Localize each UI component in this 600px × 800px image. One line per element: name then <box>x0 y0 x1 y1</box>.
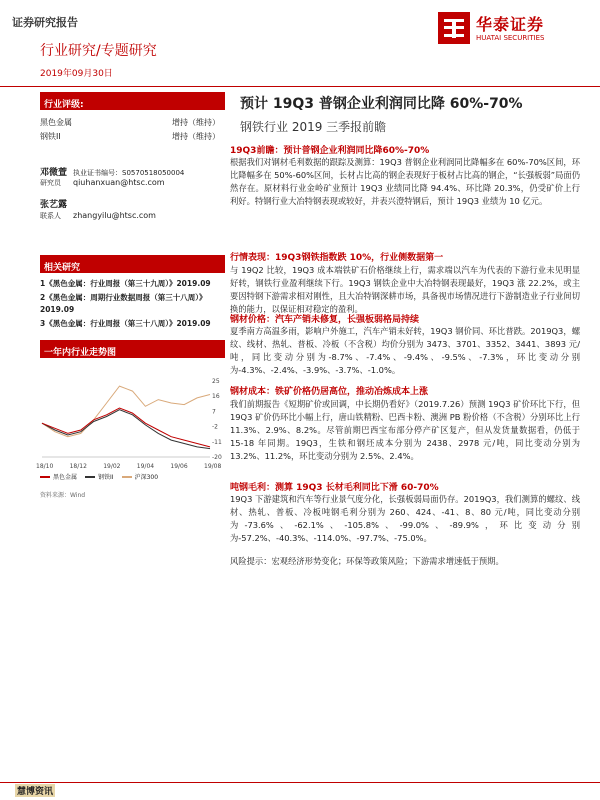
series-line-0 <box>42 408 210 447</box>
x-tick-label: 19/08 <box>204 463 222 470</box>
logo-name: 华泰证券 <box>476 15 545 34</box>
legend-swatch <box>122 476 132 478</box>
rating-sector: 黑色金属 <box>40 118 72 127</box>
series-line-2 <box>42 386 210 437</box>
report-type-label: 证券研究报告 <box>12 16 78 29</box>
y-tick-label: -11 <box>212 438 222 446</box>
rating-row <box>40 131 220 142</box>
analyst-role: 联系人 <box>40 212 61 220</box>
legend-swatch <box>85 476 95 478</box>
analyst-email[interactable]: qiuhanxuan@htsc.com <box>73 178 165 187</box>
y-tick-label: 7 <box>212 408 216 416</box>
legend-label: 黑色金属 <box>53 474 78 481</box>
analyst-name: 张艺露 <box>40 200 68 210</box>
analyst-email[interactable]: zhangyilu@htsc.com <box>73 211 156 220</box>
rating-sector: 钢铁II <box>40 132 61 141</box>
related-item[interactable]: 1《黑色金属：行业周报（第三十九周）》2019.09 <box>40 279 211 288</box>
x-tick-label: 19/02 <box>103 463 121 470</box>
logo-subtitle: HUATAI SECURITIES <box>476 34 545 42</box>
rating-value: 增持（维持） <box>172 118 220 127</box>
header-divider <box>0 86 600 87</box>
legend-label: 钢铁II <box>98 474 114 481</box>
rating-title: 行业评级: <box>44 100 84 110</box>
report-subtitle: 钢铁行业 2019 三季报前瞻 <box>240 120 387 134</box>
section-heading: 钢材成本：铁矿价格仍居高位，推动冶炼成本上涨 <box>230 387 429 397</box>
section-heading: 钢材价格：汽车产销未修复，长强板弱格局持续 <box>230 315 420 325</box>
report-date: 2019年09月30日 <box>40 69 113 79</box>
y-tick-label: -2 <box>212 423 218 431</box>
footer-watermark: 慧博资讯 <box>15 784 55 797</box>
logo-mark-icon <box>438 12 470 44</box>
rating-row <box>40 117 220 128</box>
related-item[interactable]: 2《黑色金属：周期行业数据周报（第三十八周）》2019.09 <box>40 293 207 314</box>
legend-item <box>40 472 77 481</box>
analyst-block <box>40 165 230 221</box>
x-tick-label: 19/06 <box>170 463 188 470</box>
trend-chart <box>38 375 228 471</box>
related-title: 相关研究 <box>44 263 81 273</box>
related-item[interactable]: 3《黑色金属：行业周报（第三十八周）》2019.09 <box>40 319 211 328</box>
doc-category: 行业研究/专题研究 <box>40 43 157 59</box>
analyst-name: 邓微萱 <box>40 168 68 178</box>
rating-section-header <box>40 92 225 110</box>
section-heading: 吨钢毛利：测算 19Q3 长材毛利同比下滑 60-70% <box>230 483 439 493</box>
analyst-license: 执业证书编号：S0570518050004 <box>73 169 185 177</box>
section-heading: 行情表现：19Q3钢铁指数跌 10%，行业侧数据第一 <box>230 253 444 263</box>
related-list <box>40 278 225 330</box>
section-body: 19Q3 下游建筑和汽车等行业景气度分化，长强板弱局面仍存。2019Q3，我们测算的螺纹、线材、热轧、普板、冷板吨钢毛利分别为 260、424、-41、8、80 元/吨，同比变动分别为-73.6%、-62.1%、-105.8%、-99.0%、-89.9%，环比变动分别为-57.2%、-40.3%、-114.0%、-97.7%、-75.0%。 <box>230 494 580 543</box>
series-line-1 <box>42 410 210 449</box>
chart-legend <box>40 472 158 481</box>
y-tick-label: -20 <box>212 454 222 461</box>
rating-value: 增持（维持） <box>172 132 220 141</box>
x-tick-label: 19/04 <box>136 463 155 470</box>
chart-title: 一年内行业走势图 <box>44 348 117 358</box>
chart-section-header <box>40 340 225 358</box>
section-body: 根据我们对钢材毛利数据的跟踪及测算：19Q3 普钢企业利润同比降幅多在 60%-70%区间，环比降幅多在 50%-60%区间，长材占比高的钢企表现好于板材占比高的钢企，“长强板弱”局面仍然存在。原材料行业金岭矿业预计 19Q3 业绩同比降 94.4%、环比降 20.3%，仍受矿价上行利好。特钢行业大冶特钢表现或较好，并表兴澄特钢后，预计 19Q3 业绩为 10 亿元。 <box>230 157 580 206</box>
legend-label: 沪深300 <box>134 474 159 481</box>
footer-bar <box>0 783 600 800</box>
report-title: 预计 19Q3 普钢企业利润同比降 60%-70% <box>240 96 523 112</box>
y-tick-label: 25 <box>212 378 220 385</box>
section-heading: 19Q3前瞻：预计普钢企业利润同比降60%-70% <box>230 146 430 156</box>
section-body: 我们前期报告《短期矿价或回调，中长期仍看好》（2019.7.26）预测 19Q3 矿价环比下行，但 19Q3 矿价仍环比小幅上行，唐山铁精粉、巴西卡粉、澳洲 PB 粉价格（不含税）分别环比上行 11.3%、2.9%、8.2%。尽管前期巴西宝布部分停产矿区复产，但从发货量数据看，仍低于 15-18 年同期。19Q3，生铁和钢坯成本分别为 2438、2978 元/吨，同比变动分别为 13.2%、11.2%，环比变动分别为 2.5%、2.4%。 <box>230 399 580 461</box>
legend-item <box>85 472 114 481</box>
section-body: 夏季南方高温多雨，影响户外施工，汽车产销未好转，19Q3 钢价同、环比普跌。2019Q3，螺纹、线材、热轧、普板、冷板（不含税）均价分别为 3473、3701、3352、3441、3893 元/吨，同比变动分别为-8.7%、-7.4%、-9.4%、-9.5%、-7.3%，环比变动分别为-4.3%、-2.4%、-3.9%、-3.7%、-1.0%。 <box>230 326 580 375</box>
company-logo <box>432 6 582 50</box>
x-tick-label: 18/12 <box>69 463 87 470</box>
chart-source: 资料来源：Wind <box>40 492 86 499</box>
y-tick-label: 16 <box>212 393 220 401</box>
risk-warning: 风险提示：宏观经济形势变化；环保等政策风险；下游需求增速低于预期。 <box>230 556 504 566</box>
legend-item <box>122 472 158 481</box>
analyst-role: 研究员 <box>40 179 61 187</box>
legend-swatch <box>40 476 50 478</box>
related-section-header <box>40 255 225 273</box>
section-body: 与 19Q2 比较，19Q3 成本端铁矿石价格继续上行，需求端以汽车为代表的下游行业未见明显好转，钢铁行业盈利继续下行。19Q3 钢铁企业中大冶特钢表现最好，19Q3 涨 22.2%，或主要因特钢下游需求相对刚性，且大冶特钢深耕市场，具备视市场情况进行下游制造业子行业间切换的能力，以保证相对稳定的盈利。 <box>230 265 580 314</box>
x-tick-label: 18/10 <box>36 463 54 470</box>
